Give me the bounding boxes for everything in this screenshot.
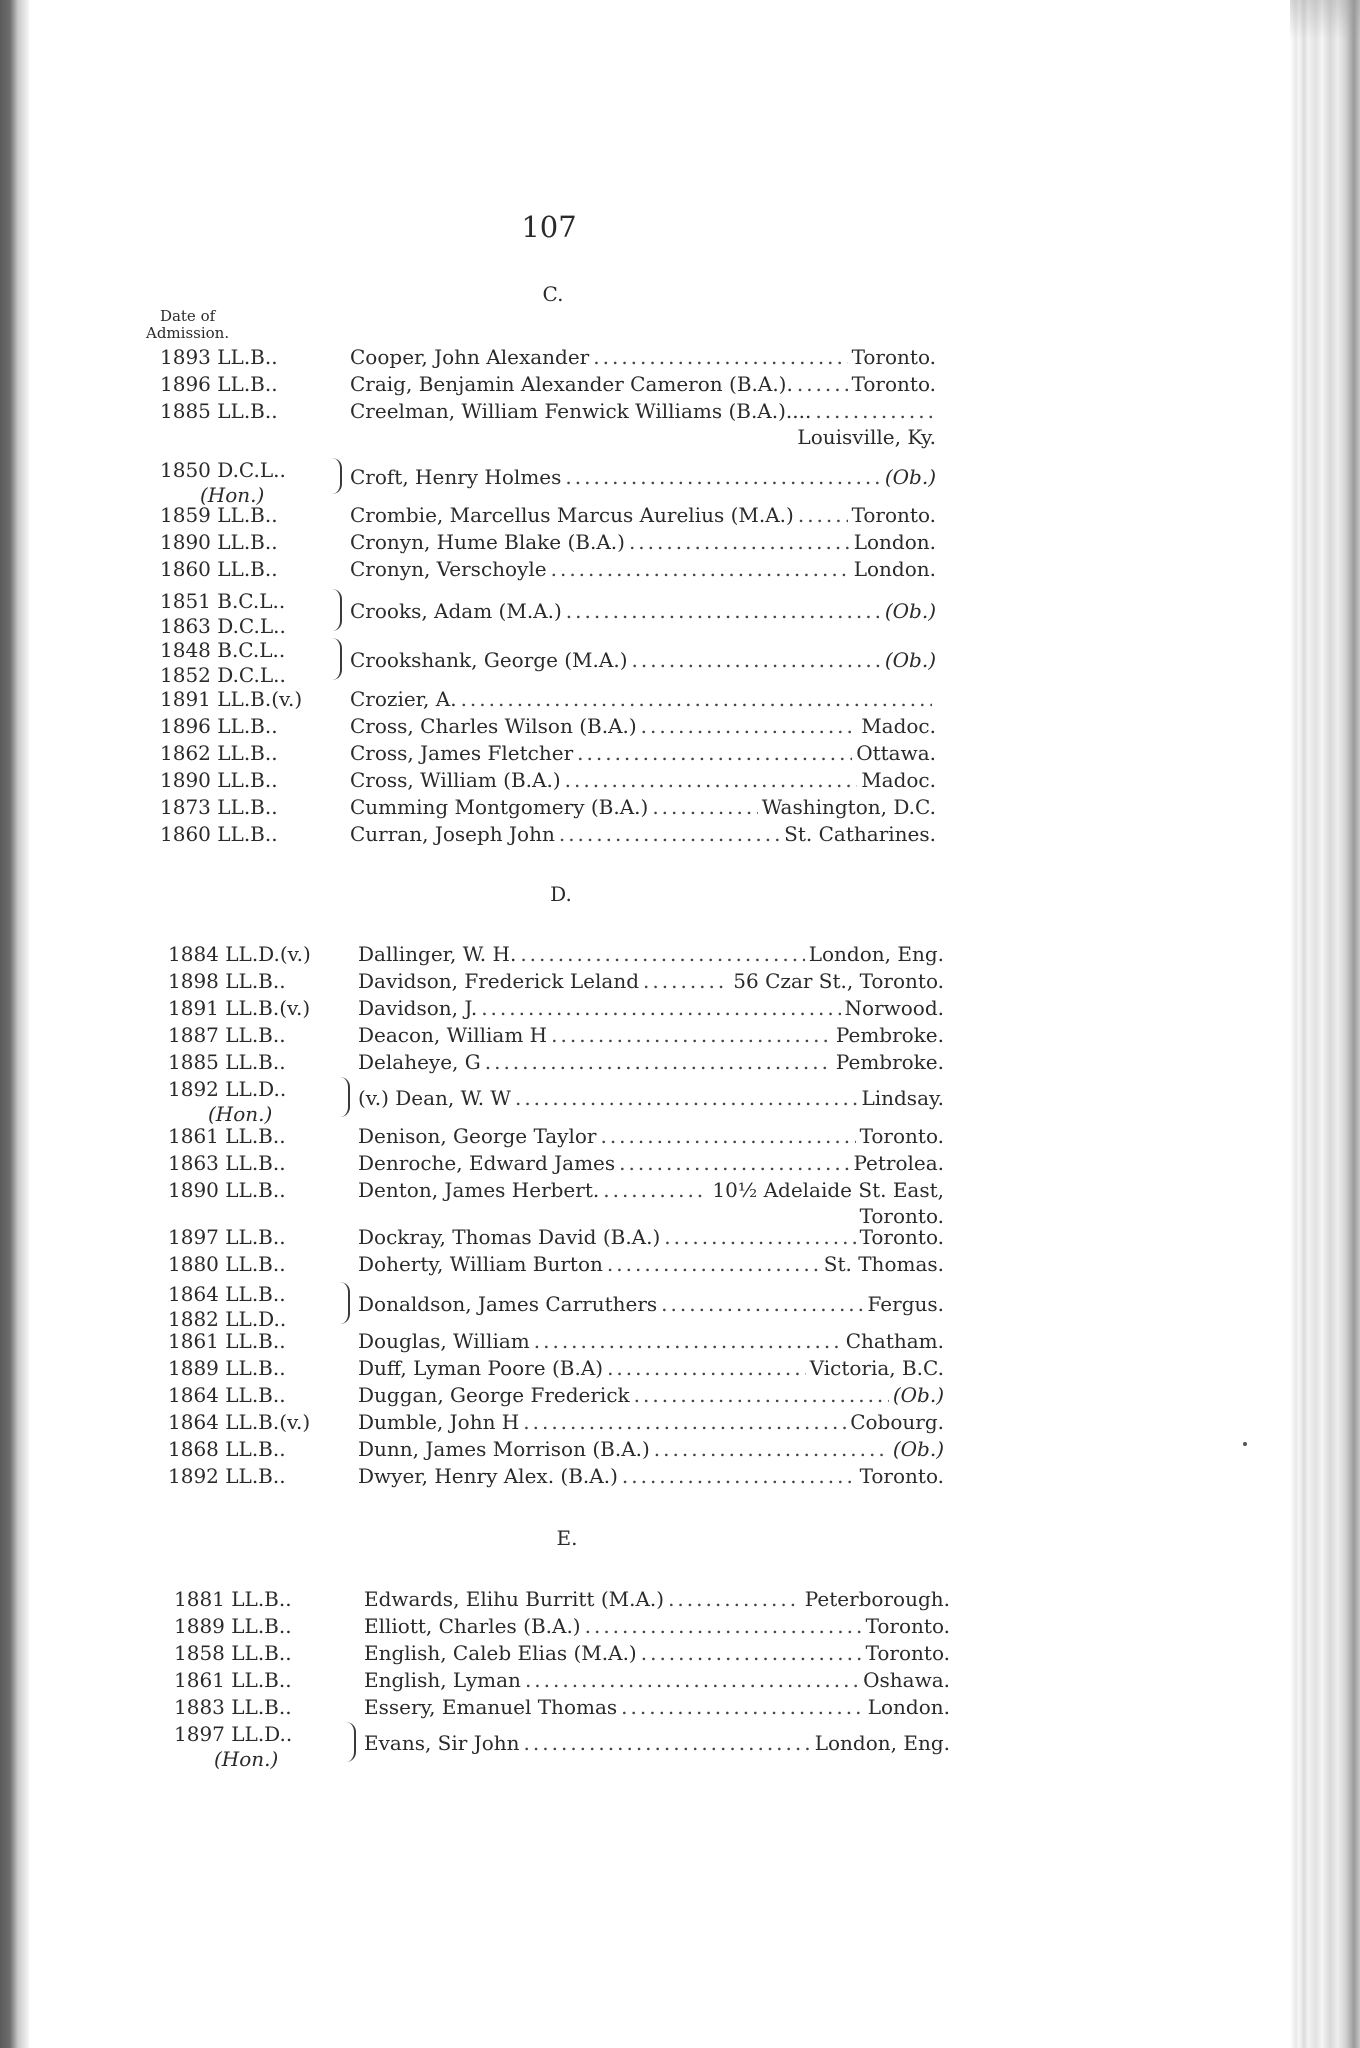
admission-date: 1898 LL.B.. [168, 969, 286, 993]
entry-row [160, 741, 936, 769]
admission-dates [168, 1464, 368, 1489]
admission-date: 1889 LL.B.. [174, 1614, 292, 1638]
name-line [358, 1329, 944, 1353]
admission-dates [160, 822, 360, 847]
admission-dates [160, 714, 360, 739]
admission-date: 1863 D.C.L.. [160, 614, 286, 638]
residence: Madoc. [861, 768, 936, 792]
admission-date: 1860 LL.B.. [160, 822, 278, 846]
residence: Toronto. [859, 1464, 944, 1488]
alumnus-name: Delaheye, G [358, 1050, 481, 1074]
alumnus-name: Edwards, Elihu Burritt (M.A.) [364, 1587, 665, 1611]
residence: St. Catharines. [784, 822, 936, 846]
entry-row [168, 1464, 944, 1492]
residence: Chatham. [845, 1329, 944, 1353]
name-line [358, 1437, 944, 1461]
admission-dates [168, 996, 368, 1021]
admission-date: 1885 LL.B.. [168, 1050, 286, 1074]
admission-date: 1858 LL.B.. [174, 1641, 292, 1665]
dot-leader [551, 1023, 832, 1047]
dot-leader [641, 1641, 862, 1665]
name-line [364, 1731, 950, 1755]
admission-dates [174, 1695, 374, 1720]
name-line [350, 741, 936, 765]
admission-dates [160, 530, 360, 555]
admission-dates [168, 1124, 368, 1149]
admission-date: 1897 LL.B.. [168, 1225, 286, 1249]
entry-row [160, 768, 936, 796]
alumnus-name: Dunn, James Morrison (B.A.) [358, 1437, 650, 1461]
dot-leader [559, 822, 780, 846]
entry-row [160, 503, 936, 531]
brace [328, 638, 342, 680]
residence: Oshawa. [863, 1668, 950, 1692]
residence: Lindsay. [861, 1086, 944, 1110]
residence: 10½ Adelaide St. East, [712, 1178, 944, 1202]
alumnus-name: Cronyn, Verschoyle [350, 557, 547, 581]
alumnus-name: Dockray, Thomas David (B.A.) [358, 1225, 661, 1249]
admission-dates [160, 372, 360, 397]
alumnus-name: Essery, Emanuel Thomas [364, 1695, 618, 1719]
dot-leader [525, 1668, 859, 1692]
residence: Washington, D.C. [761, 795, 936, 819]
entry-row [168, 969, 944, 997]
dot-leader [664, 1225, 855, 1249]
name-line [364, 1641, 950, 1665]
entry-row [168, 1252, 944, 1280]
residence: Fergus. [867, 1292, 944, 1316]
dot-leader [593, 345, 847, 369]
brace [342, 1722, 356, 1762]
dot-leader [585, 1614, 862, 1638]
admission-dates [168, 1050, 368, 1075]
alumnus-name: Cooper, John Alexander [350, 345, 590, 369]
name-line [350, 768, 936, 792]
admission-dates [168, 1356, 368, 1381]
entry-row [174, 1587, 950, 1615]
name-line [358, 1178, 944, 1202]
name-line [358, 1086, 944, 1110]
alumnus-name: Crooks, Adam (M.A.) [350, 599, 562, 623]
dot-leader [622, 1464, 856, 1488]
entry-row [160, 589, 936, 638]
admission-dates [168, 1178, 368, 1203]
name-line [350, 465, 936, 489]
dot-leader [566, 599, 881, 623]
residence: Toronto. [865, 1614, 950, 1638]
residence: Toronto. [859, 1225, 944, 1249]
entry-row [168, 1077, 944, 1126]
column-header-line-2: Admission. [146, 324, 230, 342]
admission-date: 1892 LL.B.. [168, 1464, 286, 1488]
page-edges [1290, 0, 1360, 2048]
name-line [358, 996, 944, 1020]
residence: Victoria, B.C. [809, 1356, 944, 1380]
alumnus-name: English, Caleb Elias (M.A.) [364, 1641, 637, 1665]
alumnus-name: Dwyer, Henry Alex. (B.A.) [358, 1464, 618, 1488]
paper-speck [1243, 1442, 1247, 1446]
dot-leader [619, 1151, 849, 1175]
name-line [358, 1225, 944, 1249]
admission-dates [168, 969, 368, 994]
dot-leader [641, 714, 858, 738]
dot-leader [600, 1124, 855, 1148]
admission-date: 1893 LL.B.. [160, 345, 278, 369]
name-line [350, 399, 936, 423]
alumnus-name: Croft, Henry Holmes [350, 465, 562, 489]
residence: Petrolea. [853, 1151, 944, 1175]
entry-row [168, 1178, 944, 1228]
dot-leader [577, 741, 852, 765]
entry-row [174, 1668, 950, 1696]
residence: (Ob.) [884, 599, 936, 623]
name-line [358, 1356, 944, 1380]
admission-dates [168, 1410, 368, 1435]
dot-leader [632, 648, 881, 672]
admission-date: 1852 D.C.L.. [160, 663, 286, 687]
admission-dates [160, 557, 360, 582]
residence: London. [867, 1695, 950, 1719]
entry-row [174, 1641, 950, 1669]
residence: Toronto. [851, 372, 936, 396]
name-line [358, 1151, 944, 1175]
brace [328, 589, 342, 631]
entry-row [168, 1151, 944, 1179]
admission-dates [160, 687, 360, 712]
entry-row [160, 638, 936, 687]
name-line [358, 1292, 944, 1316]
honorary-note: (Hon.) [208, 1102, 273, 1126]
residence: Madoc. [861, 714, 936, 738]
entry-row [168, 1437, 944, 1465]
residence: Peterborough. [804, 1587, 950, 1611]
alumnus-name: Cumming Montgomery (B.A.) [350, 795, 649, 819]
brace [328, 458, 342, 494]
admission-date: 1883 LL.B.. [174, 1695, 292, 1719]
admission-date: 1885 LL.B.. [160, 399, 278, 423]
column-header [146, 308, 229, 342]
admission-dates [168, 1437, 368, 1462]
admission-date: 1860 LL.B.. [160, 557, 278, 581]
entry-row [174, 1614, 950, 1642]
entry-row [160, 399, 936, 455]
alumnus-name: Doherty, William Burton [358, 1252, 603, 1276]
entry-row [160, 557, 936, 585]
entry-row [168, 1124, 944, 1152]
residence: Toronto. [851, 503, 936, 527]
residence: Toronto. [859, 1124, 944, 1148]
residence-continued: Toronto. [859, 1204, 944, 1228]
name-line [358, 1410, 944, 1434]
dot-leader [485, 1050, 832, 1074]
admission-date: 1891 LL.B.(v.) [168, 996, 311, 1020]
entry-row [174, 1695, 950, 1723]
admission-date: 1863 LL.B.. [168, 1151, 286, 1175]
admission-dates [160, 741, 360, 766]
admission-date: 1897 LL.D.. [174, 1722, 293, 1746]
admission-date: 1861 LL.B.. [168, 1124, 286, 1148]
dot-leader [607, 1252, 820, 1276]
residence: London. [853, 530, 936, 554]
admission-date: 1890 LL.B.. [168, 1178, 286, 1202]
dot-leader [523, 1410, 846, 1434]
admission-date: 1884 LL.D.(v.) [168, 942, 311, 966]
dot-leader [668, 1587, 801, 1611]
admission-date: 1864 LL.B.. [168, 1383, 286, 1407]
alumnus-name: Crombie, Marcellus Marcus Aurelius (M.A.) [350, 503, 794, 527]
admission-date: 1882 LL.D.. [168, 1307, 287, 1331]
dot-leader [652, 795, 757, 819]
entry-row [168, 1356, 944, 1384]
entry-row [168, 1282, 944, 1331]
admission-dates [160, 345, 360, 370]
admission-dates [168, 1023, 368, 1048]
entry-row [160, 687, 936, 715]
alumnus-name: Crozier, A. [350, 687, 457, 711]
admission-dates [174, 1641, 374, 1666]
dot-leader [565, 465, 880, 489]
name-line [358, 1050, 944, 1074]
entry-row [160, 530, 936, 558]
entry-row [160, 345, 936, 373]
entry-row [160, 795, 936, 823]
name-line [358, 1464, 944, 1488]
alumnus-name: Denton, James Herbert. [358, 1178, 600, 1202]
dot-leader [607, 1356, 806, 1380]
alumnus-name: Davidson, Frederick Leland [358, 969, 640, 993]
name-line [350, 714, 936, 738]
entry-row [160, 714, 936, 742]
admission-dates [160, 399, 360, 424]
admission-date: 1864 LL.B.. [168, 1282, 286, 1306]
alumnus-name: Craig, Benjamin Alexander Cameron (B.A.). [350, 372, 793, 396]
alumnus-name: Evans, Sir John [364, 1731, 520, 1755]
residence: (Ob.) [884, 648, 936, 672]
admission-dates [168, 1151, 368, 1176]
admission-date: 1890 LL.B.. [160, 530, 278, 554]
residence: Norwood. [844, 996, 944, 1020]
entry-row [168, 1023, 944, 1051]
honorary-note: (Hon.) [200, 483, 265, 507]
admission-dates [160, 795, 360, 820]
residence: Pembroke. [835, 1050, 944, 1074]
name-line [358, 1252, 944, 1276]
name-line [364, 1587, 950, 1611]
brace [336, 1077, 350, 1117]
admission-date: 1881 LL.B.. [174, 1587, 292, 1611]
alumnus-name: Dallinger, W. H. [358, 942, 517, 966]
alumnus-name: Duggan, George Frederick [358, 1383, 630, 1407]
section-letter: C. [542, 282, 564, 306]
admission-dates [160, 768, 360, 793]
entry-row [168, 1410, 944, 1438]
dot-leader [565, 768, 858, 792]
alumnus-name: Dumble, John H [358, 1410, 520, 1434]
alumnus-name: Denroche, Edward James [358, 1151, 616, 1175]
book-binding-shadow [0, 0, 30, 2048]
entry-row [168, 1225, 944, 1253]
alumnus-name: Donaldson, James Carruthers [358, 1292, 658, 1316]
admission-date: 1861 LL.B.. [174, 1668, 292, 1692]
name-line [350, 530, 936, 554]
admission-date: 1892 LL.D.. [168, 1077, 287, 1101]
alumnus-name: Cross, William (B.A.) [350, 768, 561, 792]
admission-date: 1851 B.C.L.. [160, 589, 286, 613]
alumnus-name: (v.) Dean, W. W [358, 1086, 511, 1110]
dot-leader [629, 530, 850, 554]
dot-leader [661, 1292, 863, 1316]
honorary-note: (Hon.) [214, 1747, 279, 1771]
alumnus-name: Cross, Charles Wilson (B.A.) [350, 714, 637, 738]
dot-leader [551, 557, 850, 581]
residence: (Ob.) [884, 465, 936, 489]
residence: London. [853, 557, 936, 581]
entry-row [160, 458, 936, 507]
residence: (Ob.) [892, 1383, 944, 1407]
name-line [350, 822, 936, 846]
dot-leader [797, 372, 848, 396]
admission-date: 1896 LL.B.. [160, 372, 278, 396]
admission-date: 1859 LL.B.. [160, 503, 278, 527]
admission-date: 1896 LL.B.. [160, 714, 278, 738]
name-line [358, 942, 944, 966]
name-line [358, 1383, 944, 1407]
alumnus-name: Curran, Joseph John [350, 822, 555, 846]
admission-date: 1889 LL.B.. [168, 1356, 286, 1380]
residence: Cobourg. [850, 1410, 944, 1434]
entry-row [160, 822, 936, 850]
dot-leader [603, 1178, 708, 1202]
name-line [350, 599, 936, 623]
admission-date: 1887 LL.B.. [168, 1023, 286, 1047]
entry-row [174, 1722, 950, 1771]
dot-leader [524, 1731, 811, 1755]
alumnus-name: Crookshank, George (M.A.) [350, 648, 628, 672]
admission-dates [168, 1329, 368, 1354]
name-line [358, 1124, 944, 1148]
residence: London, Eng. [814, 1731, 950, 1755]
section-letter: D. [550, 882, 572, 906]
admission-date: 1868 LL.B.. [168, 1437, 286, 1461]
dot-leader [798, 503, 848, 527]
dot-leader [461, 687, 932, 711]
alumnus-name: Davidson, J. [358, 996, 478, 1020]
alumnus-name: Elliott, Charles (B.A.) [364, 1614, 581, 1638]
admission-date: 1891 LL.B.(v.) [160, 687, 303, 711]
admission-dates [174, 1668, 374, 1693]
dot-leader [520, 942, 804, 966]
residence: Pembroke. [835, 1023, 944, 1047]
alumnus-name: Douglas, William [358, 1329, 530, 1353]
entry-row [168, 1383, 944, 1411]
residence: (Ob.) [892, 1437, 944, 1461]
admission-dates [168, 942, 368, 967]
dot-leader [634, 1383, 889, 1407]
admission-date: 1861 LL.B.. [168, 1329, 286, 1353]
admission-date: 1890 LL.B.. [160, 768, 278, 792]
admission-date: 1862 LL.B.. [160, 741, 278, 765]
name-line [350, 687, 936, 711]
dot-leader [654, 1437, 889, 1461]
name-line [350, 503, 936, 527]
entry-row [168, 1050, 944, 1078]
dot-leader [515, 1086, 857, 1110]
entry-row [168, 1329, 944, 1357]
alumnus-name: Creelman, William Fenwick Williams (B.A.).... [350, 399, 812, 423]
entry-row [168, 942, 944, 970]
residence: Ottawa. [856, 741, 936, 765]
alumnus-name: Cronyn, Hume Blake (B.A.) [350, 530, 625, 554]
dot-leader [643, 969, 729, 993]
admission-dates [160, 503, 360, 528]
admission-dates [174, 1587, 374, 1612]
brace [336, 1282, 350, 1324]
dot-leader [815, 399, 932, 423]
alumnus-name: Cross, James Fletcher [350, 741, 574, 765]
section-letter: E. [556, 1526, 578, 1550]
name-line [350, 648, 936, 672]
admission-date: 1850 D.C.L.. [160, 458, 286, 482]
name-line [358, 1023, 944, 1047]
page-number: 107 [521, 210, 577, 244]
admission-date: 1848 B.C.L.. [160, 638, 286, 662]
alumnus-name: Deacon, William H [358, 1023, 548, 1047]
entry-row [160, 372, 936, 400]
residence-continued: Louisville, Ky. [797, 425, 936, 449]
residence: 56 Czar St., Toronto. [733, 969, 944, 993]
admission-date: 1873 LL.B.. [160, 795, 278, 819]
name-line [358, 969, 944, 993]
dot-leader [621, 1695, 864, 1719]
residence: St. Thomas. [823, 1252, 944, 1276]
column-header-line-1: Date of [159, 307, 216, 325]
name-line [350, 557, 936, 581]
residence: Toronto. [865, 1641, 950, 1665]
entry-row [168, 996, 944, 1024]
name-line [364, 1668, 950, 1692]
name-line [364, 1614, 950, 1638]
admission-dates [168, 1383, 368, 1408]
dot-leader [534, 1329, 842, 1353]
dot-leader [481, 996, 840, 1020]
admission-dates [168, 1252, 368, 1277]
admission-date: 1864 LL.B.(v.) [168, 1410, 311, 1434]
name-line [364, 1695, 950, 1719]
name-line [350, 795, 936, 819]
alumnus-name: English, Lyman [364, 1668, 521, 1692]
alumnus-name: Duff, Lyman Poore (B.A) [358, 1356, 604, 1380]
residence: Toronto. [851, 345, 936, 369]
name-line [350, 345, 936, 369]
admission-dates [174, 1614, 374, 1639]
admission-date: 1880 LL.B.. [168, 1252, 286, 1276]
residence: London, Eng. [808, 942, 944, 966]
admission-dates [168, 1225, 368, 1250]
name-line [350, 372, 936, 396]
alumnus-name: Denison, George Taylor [358, 1124, 597, 1148]
